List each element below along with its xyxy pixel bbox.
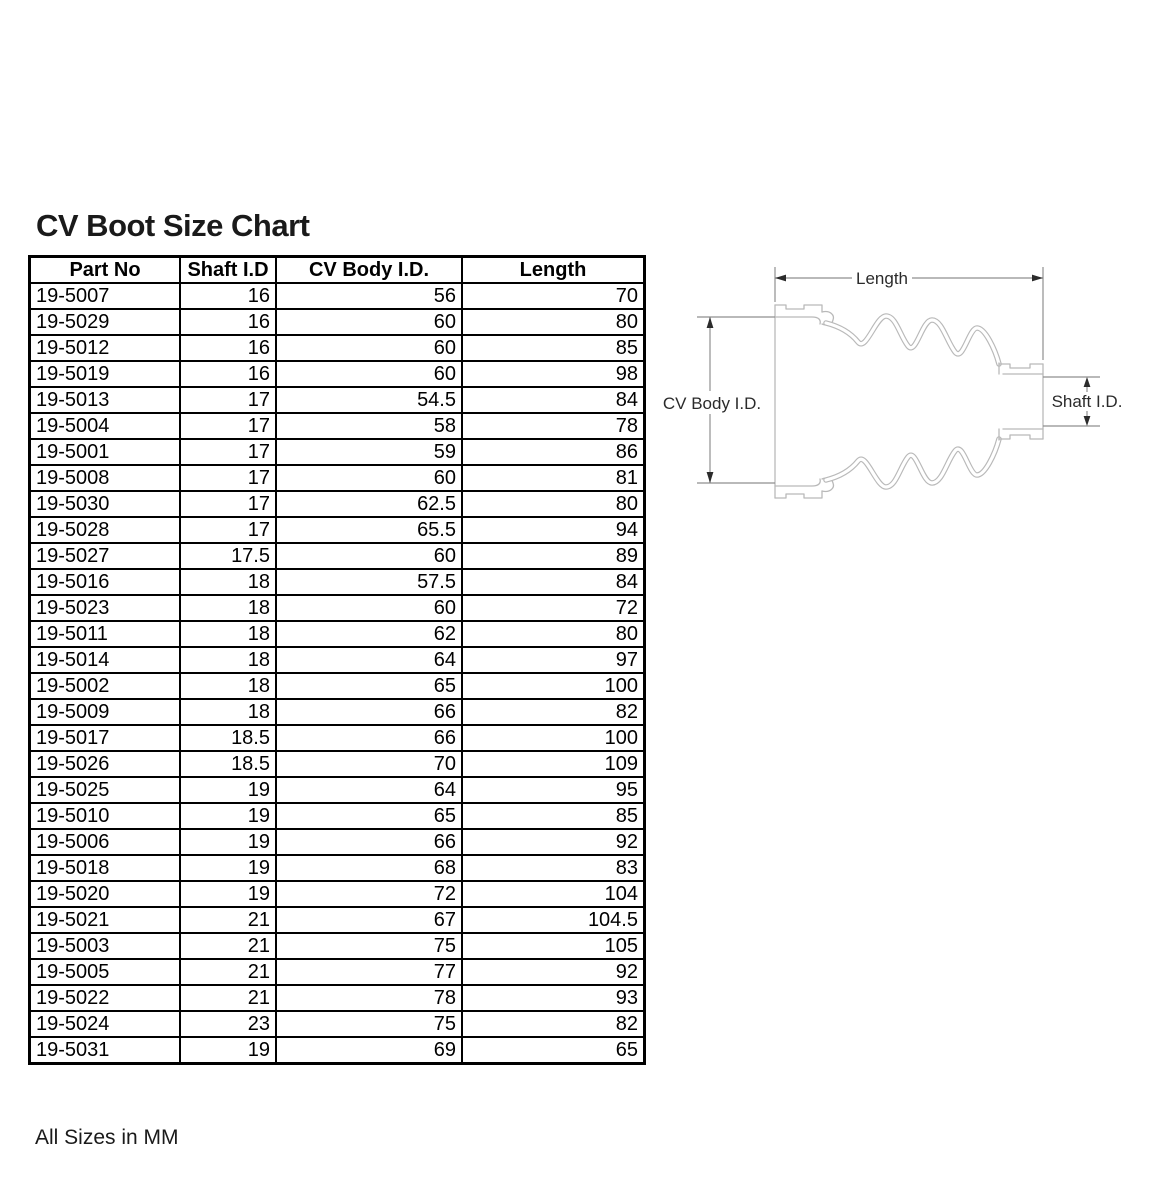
value-cell: 66 — [276, 725, 462, 751]
value-cell: 72 — [462, 595, 645, 621]
value-cell: 80 — [462, 621, 645, 647]
table-row — [30, 699, 645, 725]
value-cell: 17.5 — [180, 543, 276, 569]
part-no-cell: 19-5027 — [30, 543, 181, 569]
dimension-lines — [697, 267, 1100, 483]
value-cell: 104.5 — [462, 907, 645, 933]
table-body — [30, 283, 645, 1064]
value-cell: 81 — [462, 465, 645, 491]
value-cell: 19 — [180, 1037, 276, 1064]
column-header-part-no: Part No — [30, 257, 181, 284]
value-cell: 109 — [462, 751, 645, 777]
part-no-cell: 19-5017 — [30, 725, 181, 751]
value-cell: 105 — [462, 933, 645, 959]
table-header — [30, 257, 645, 284]
value-cell: 104 — [462, 881, 645, 907]
table-row — [30, 751, 645, 777]
part-no-cell: 19-5004 — [30, 413, 181, 439]
part-no-cell: 19-5006 — [30, 829, 181, 855]
value-cell: 19 — [180, 777, 276, 803]
value-cell: 17 — [180, 439, 276, 465]
value-cell: 82 — [462, 699, 645, 725]
table-header-row — [30, 257, 645, 284]
table-row — [30, 647, 645, 673]
part-no-cell: 19-5008 — [30, 465, 181, 491]
shaft-dimension-label: Shaft I.D. — [1051, 392, 1123, 411]
part-no-cell: 19-5002 — [30, 673, 181, 699]
value-cell: 85 — [462, 803, 645, 829]
cv-body-arrow-up — [707, 317, 714, 328]
value-cell: 100 — [462, 673, 645, 699]
table-row — [30, 413, 645, 439]
table-row — [30, 439, 645, 465]
value-cell: 54.5 — [276, 387, 462, 413]
column-header-length: Length — [462, 257, 645, 284]
table-row — [30, 517, 645, 543]
value-cell: 62 — [276, 621, 462, 647]
value-cell: 18 — [180, 621, 276, 647]
table-row — [30, 881, 645, 907]
part-no-cell: 19-5013 — [30, 387, 181, 413]
value-cell: 16 — [180, 335, 276, 361]
table-row — [30, 803, 645, 829]
table-row — [30, 621, 645, 647]
value-cell: 82 — [462, 1011, 645, 1037]
part-no-cell: 19-5014 — [30, 647, 181, 673]
value-cell: 80 — [462, 309, 645, 335]
part-no-cell: 19-5029 — [30, 309, 181, 335]
table-row — [30, 361, 645, 387]
value-cell: 18 — [180, 647, 276, 673]
value-cell: 85 — [462, 335, 645, 361]
table-row — [30, 387, 645, 413]
value-cell: 58 — [276, 413, 462, 439]
value-cell: 92 — [462, 829, 645, 855]
value-cell: 66 — [276, 829, 462, 855]
value-cell: 68 — [276, 855, 462, 881]
value-cell: 65 — [276, 803, 462, 829]
part-no-cell: 19-5010 — [30, 803, 181, 829]
value-cell: 19 — [180, 881, 276, 907]
cv-boot-dimension-diagram — [650, 250, 1165, 520]
value-cell: 75 — [276, 933, 462, 959]
part-no-cell: 19-5028 — [30, 517, 181, 543]
part-no-cell: 19-5031 — [30, 1037, 181, 1064]
value-cell: 59 — [276, 439, 462, 465]
value-cell: 65 — [462, 1037, 645, 1064]
value-cell: 93 — [462, 985, 645, 1011]
part-no-cell: 19-5001 — [30, 439, 181, 465]
cv-body-dimension-label: CV Body I.D. — [662, 394, 762, 413]
length-arrow-right — [1032, 275, 1043, 282]
value-cell: 57.5 — [276, 569, 462, 595]
value-cell: 67 — [276, 907, 462, 933]
table-row — [30, 283, 645, 309]
value-cell: 84 — [462, 569, 645, 595]
value-cell: 62.5 — [276, 491, 462, 517]
length-dimension-label: Length — [856, 269, 908, 288]
part-no-cell: 19-5007 — [30, 283, 181, 309]
value-cell: 64 — [276, 777, 462, 803]
value-cell: 98 — [462, 361, 645, 387]
boot-top-half — [775, 305, 1043, 374]
part-no-cell: 19-5018 — [30, 855, 181, 881]
table-row — [30, 855, 645, 881]
value-cell: 18 — [180, 569, 276, 595]
value-cell: 69 — [276, 1037, 462, 1064]
table-row — [30, 673, 645, 699]
dimension-arrowheads — [707, 275, 1091, 483]
cv-body-arrow-down — [707, 472, 714, 483]
value-cell: 60 — [276, 309, 462, 335]
page-title: CV Boot Size Chart — [36, 208, 310, 243]
table-row — [30, 309, 645, 335]
table-row — [30, 595, 645, 621]
part-no-cell: 19-5022 — [30, 985, 181, 1011]
column-header-cv-body-id: CV Body I.D. — [276, 257, 462, 284]
value-cell: 94 — [462, 517, 645, 543]
value-cell: 83 — [462, 855, 645, 881]
part-no-cell: 19-5019 — [30, 361, 181, 387]
value-cell: 80 — [462, 491, 645, 517]
value-cell: 60 — [276, 543, 462, 569]
value-cell: 84 — [462, 387, 645, 413]
value-cell: 92 — [462, 959, 645, 985]
value-cell: 21 — [180, 907, 276, 933]
table-row — [30, 543, 645, 569]
value-cell: 16 — [180, 283, 276, 309]
value-cell: 19 — [180, 803, 276, 829]
table-row — [30, 959, 645, 985]
part-no-cell: 19-5030 — [30, 491, 181, 517]
value-cell: 78 — [462, 413, 645, 439]
value-cell: 17 — [180, 517, 276, 543]
value-cell: 77 — [276, 959, 462, 985]
value-cell: 16 — [180, 309, 276, 335]
table-row — [30, 829, 645, 855]
table-row — [30, 1037, 645, 1064]
value-cell: 60 — [276, 361, 462, 387]
shaft-arrow-up — [1084, 377, 1091, 387]
part-no-cell: 19-5026 — [30, 751, 181, 777]
value-cell: 86 — [462, 439, 645, 465]
table-row — [30, 985, 645, 1011]
value-cell: 65.5 — [276, 517, 462, 543]
table-row — [30, 491, 645, 517]
part-no-cell: 19-5023 — [30, 595, 181, 621]
value-cell: 18 — [180, 595, 276, 621]
value-cell: 18.5 — [180, 725, 276, 751]
units-note: All Sizes in MM — [35, 1126, 179, 1149]
boot-bottom-half — [775, 429, 1043, 498]
length-arrow-left — [775, 275, 786, 282]
part-no-cell: 19-5016 — [30, 569, 181, 595]
part-no-cell: 19-5025 — [30, 777, 181, 803]
value-cell: 97 — [462, 647, 645, 673]
value-cell: 19 — [180, 855, 276, 881]
part-no-cell: 19-5024 — [30, 1011, 181, 1037]
value-cell: 75 — [276, 1011, 462, 1037]
value-cell: 60 — [276, 595, 462, 621]
table-row — [30, 569, 645, 595]
table-row — [30, 465, 645, 491]
value-cell: 21 — [180, 985, 276, 1011]
value-cell: 18.5 — [180, 751, 276, 777]
value-cell: 17 — [180, 465, 276, 491]
value-cell: 70 — [276, 751, 462, 777]
column-header-shaft-id: Shaft I.D — [180, 257, 276, 284]
value-cell: 56 — [276, 283, 462, 309]
table-row — [30, 777, 645, 803]
value-cell: 65 — [276, 673, 462, 699]
part-no-cell: 19-5003 — [30, 933, 181, 959]
value-cell: 23 — [180, 1011, 276, 1037]
value-cell: 21 — [180, 959, 276, 985]
value-cell: 17 — [180, 413, 276, 439]
value-cell: 100 — [462, 725, 645, 751]
value-cell: 60 — [276, 465, 462, 491]
value-cell: 17 — [180, 491, 276, 517]
value-cell: 21 — [180, 933, 276, 959]
value-cell: 17 — [180, 387, 276, 413]
cv-boot-size-table — [28, 255, 646, 1065]
boot-profile-drawing — [775, 305, 1043, 498]
value-cell: 95 — [462, 777, 645, 803]
value-cell: 60 — [276, 335, 462, 361]
value-cell: 64 — [276, 647, 462, 673]
value-cell: 78 — [276, 985, 462, 1011]
part-no-cell: 19-5005 — [30, 959, 181, 985]
table-row — [30, 933, 645, 959]
value-cell: 70 — [462, 283, 645, 309]
part-no-cell: 19-5009 — [30, 699, 181, 725]
part-no-cell: 19-5011 — [30, 621, 181, 647]
table-row — [30, 725, 645, 751]
value-cell: 66 — [276, 699, 462, 725]
value-cell: 18 — [180, 699, 276, 725]
value-cell: 16 — [180, 361, 276, 387]
value-cell: 18 — [180, 673, 276, 699]
part-no-cell: 19-5021 — [30, 907, 181, 933]
table-row — [30, 335, 645, 361]
value-cell: 72 — [276, 881, 462, 907]
table-row — [30, 907, 645, 933]
value-cell: 89 — [462, 543, 645, 569]
table-row — [30, 1011, 645, 1037]
part-no-cell: 19-5020 — [30, 881, 181, 907]
shaft-arrow-down — [1084, 416, 1091, 426]
value-cell: 19 — [180, 829, 276, 855]
part-no-cell: 19-5012 — [30, 335, 181, 361]
